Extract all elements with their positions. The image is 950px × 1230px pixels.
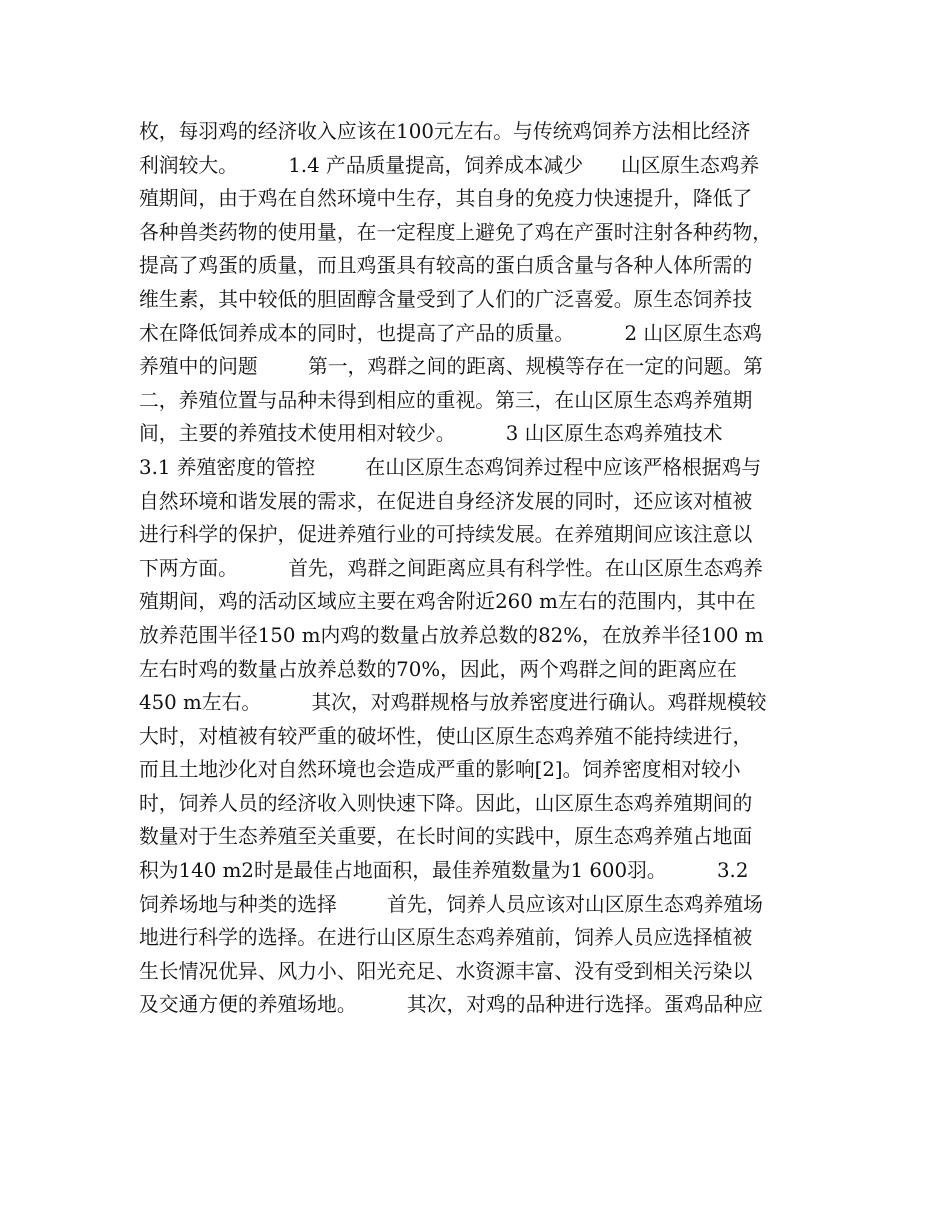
text-line: 间，主要的养殖技术使用相对较少。 3 山区原生态鸡养殖技术 (139, 422, 723, 446)
text-line: 数量对于生态养殖至关重要，在长时间的实践中，原生态鸡养殖占地面 (139, 825, 753, 849)
text-line: 大时，对植被有较严重的破坏性，使山区原生态鸡养殖不能持续进行， (139, 724, 753, 748)
text-line: 3.1 养殖密度的管控 在山区原生态鸡饲养过程中应该严格根据鸡与 (139, 455, 762, 479)
text-line: 二，养殖位置与品种未得到相应的重视。第三，在山区原生态鸡养殖期 (139, 388, 753, 412)
text-line: 放养范围半径150 m内鸡的数量占放养总数的82%，在放养半径100 m (139, 623, 764, 647)
text-line: 枚，每羽鸡的经济收入应该在100元左右。与传统鸡饲养方法相比经济 (139, 120, 751, 143)
text-line: 生长情况优异、风力小、阳光充足、水资源丰富、没有受到相关污染以 (139, 959, 753, 983)
text-line: 而且土地沙化对自然环境也会造成严重的影响[2]。饲养密度相对较小 (139, 758, 741, 782)
text-line: 饲养场地与种类的选择 首先，饲养人员应该对山区原生态鸡养殖场 (139, 892, 763, 916)
text-line: 自然环境和谐发展的需求，在促进自身经济发展的同时，还应该对植被 (139, 489, 753, 513)
text-line: 时，饲养人员的经济收入则快速下降。因此，山区原生态鸡养殖期间的 (139, 791, 753, 815)
text-line: 维生素，其中较低的胆固醇含量受到了人们的广泛喜爱。原生态饲养技 (139, 287, 753, 311)
text-line: 殖期间，鸡的活动区域应主要在鸡舍附近260 m左右的范围内，其中在 (139, 590, 756, 614)
text-line: 利润较大。 1.4 产品质量提高，饲养成本减少 山区原生态鸡养 (139, 153, 760, 177)
text-line: 积为140 m2时是最佳占地面积，最佳养殖数量为1 600羽。 3.2 (139, 859, 749, 883)
text-line: 殖期间，由于鸡在自然环境中生存，其自身的免疫力快速提升，降低了 (139, 187, 753, 211)
text-line: 养殖中的问题 第一，鸡群之间的距离、规模等存在一定的问题。第 (139, 355, 763, 379)
text-line: 术在降低饲养成本的同时，也提高了产品的质量。 2 山区原生态鸡 (139, 321, 763, 345)
text-line: 各种兽类药物的使用量，在一定程度上避免了鸡在产蛋时注射各种药物， (139, 220, 773, 244)
text-line: 进行科学的保护，促进养殖行业的可持续发展。在养殖期间应该注意以 (139, 523, 753, 547)
text-line: 提高了鸡蛋的质量，而且鸡蛋具有较高的蛋白质含量与各种人体所需的 (139, 254, 753, 278)
text-line: 地进行科学的选择。在进行山区原生态鸡养殖前，饲养人员应选择植被 (139, 926, 753, 950)
text-line: 450 m左右。 其次，对鸡群规格与放养密度进行确认。鸡群规模较 (139, 691, 767, 715)
text-line: 左右时鸡的数量占放养总数的70%，因此，两个鸡群之间的距离应在 (139, 657, 737, 681)
text-line: 下两方面。 首先，鸡群之间距离应具有科学性。在山区原生态鸡养 (139, 556, 763, 580)
text-line: 及交通方便的养殖场地。 其次，对鸡的品种进行选择。蛋鸡品种应 (139, 993, 763, 1017)
body-text (139, 115, 829, 1022)
